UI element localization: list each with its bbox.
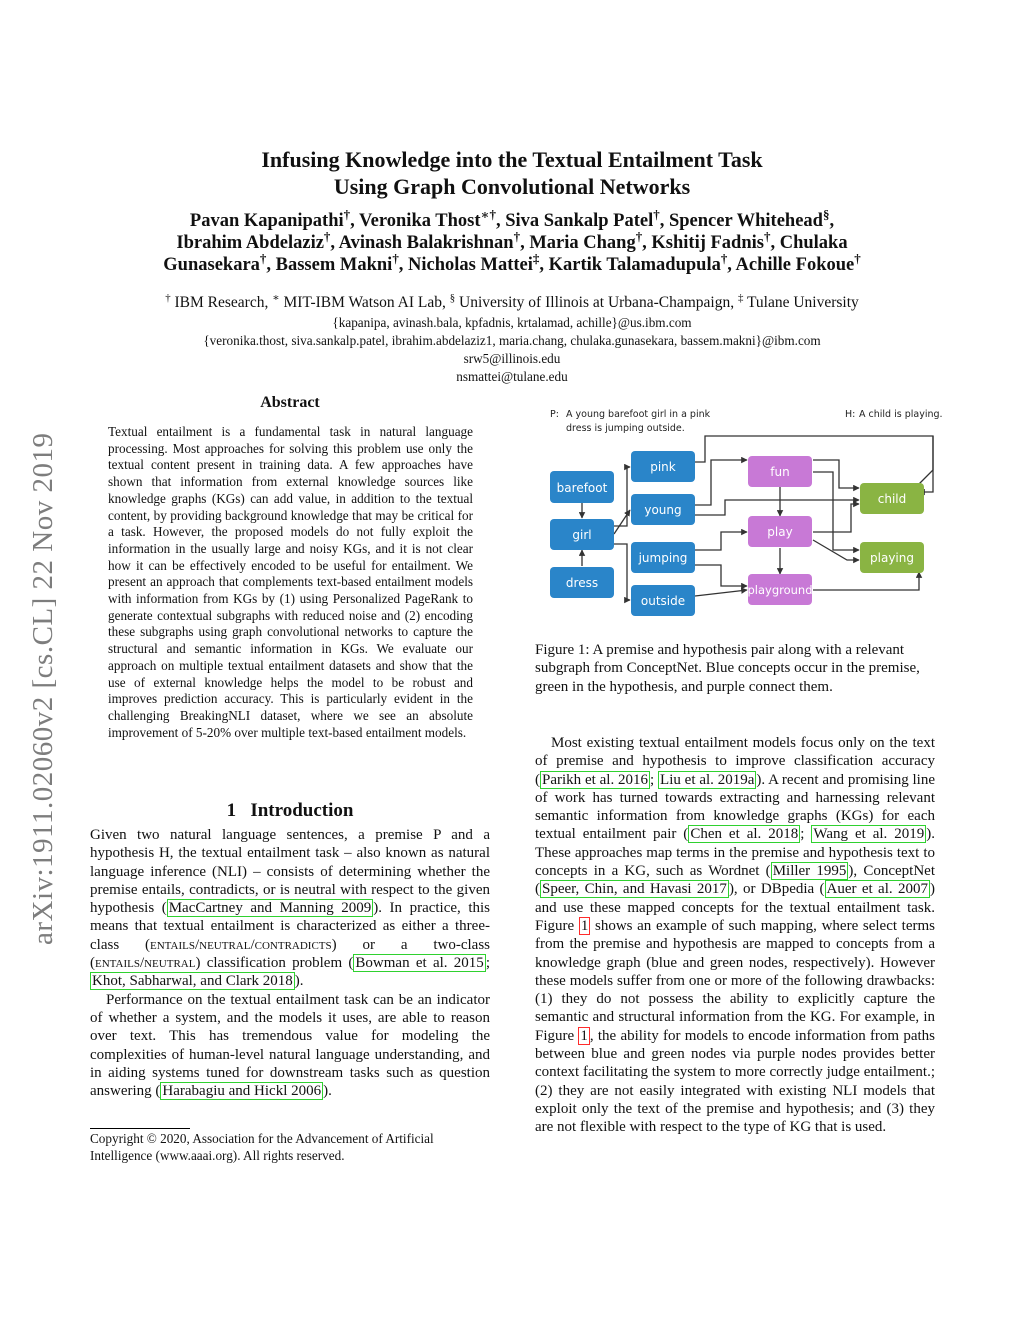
citation-link[interactable]: Speer, Chin, and Havasi 2017 bbox=[542, 881, 727, 898]
author-line-3 bbox=[90, 250, 934, 276]
author-mark: † bbox=[763, 228, 771, 244]
edge-outside-playground bbox=[695, 590, 747, 596]
citation-link[interactable]: Auer et al. 2007 bbox=[826, 881, 928, 898]
text-run: Most existing textual entailment models focus only on the text of premise and hypothesis to improve classification accuracy ( bbox=[535, 735, 935, 788]
node-label-play: play bbox=[767, 525, 793, 539]
edge-jumping-play bbox=[695, 532, 747, 550]
text-run: ), ConceptNet ( bbox=[535, 863, 935, 898]
author-name: , Siva Sankalp Patel bbox=[495, 211, 654, 231]
section-number: 1 bbox=[226, 800, 237, 821]
author-name: , Kartik Talamadupula bbox=[539, 255, 721, 275]
paragraph bbox=[90, 991, 490, 1101]
affiliation: Tulane University bbox=[743, 294, 859, 311]
email-line[interactable]: srw5@illinois.edu bbox=[463, 351, 561, 366]
affiliation: MIT-IBM Watson AI Lab, bbox=[279, 294, 450, 311]
copyright-notice: Copyright © 2020, Association for the Advancement of Artificial Intelligence (www.aaai.org). All rights reserved. bbox=[90, 1131, 434, 1163]
author-name: , Veronika Thost bbox=[350, 211, 481, 231]
author-name: , Avinash Balakrishnan bbox=[330, 233, 514, 253]
figure-caption: Figure 1: A premise and hypothesis pair along with a relevant subgraph from ConceptNet. Blue concepts occur in the premise, green in the hypothesis, and purple connect them. bbox=[535, 642, 920, 695]
label-set: entails/neutral bbox=[95, 955, 196, 972]
hypothesis-label: H: bbox=[845, 409, 856, 420]
author-name: , Kshitij Fadnis bbox=[642, 233, 764, 253]
text-run: shows an example of such mapping, where select terms from the premise and hypothesis are mapped to concepts from a knowledge graph (blue and green nodes, respectively). However these models suffer from one or more of the following drawbacks: (1) they do not possess the ability to explicitly capture the semantic and structural information from the KG. For example, in Figure bbox=[535, 917, 935, 1044]
author-mark: † bbox=[513, 228, 521, 244]
paper-title bbox=[90, 146, 934, 200]
author-mark: § bbox=[822, 206, 830, 222]
author-name: , Bassem Makni bbox=[266, 255, 393, 275]
email-line[interactable]: nsmattei@tulane.edu bbox=[456, 369, 568, 384]
paragraph bbox=[535, 734, 935, 1137]
affiliation-mark: † bbox=[165, 291, 171, 304]
node-label-jumping: jumping bbox=[638, 551, 688, 565]
author-mark: † bbox=[392, 250, 399, 266]
author-mark: † bbox=[343, 206, 351, 222]
author-name: Ibrahim Abdelaziz bbox=[176, 233, 324, 253]
citation-link[interactable]: Khot, Sabharwal, and Clark 2018 bbox=[92, 973, 293, 990]
node-label-outside: outside bbox=[640, 594, 686, 608]
node-label-barefoot: barefoot bbox=[556, 481, 608, 495]
hypothesis-text: A child is playing. bbox=[859, 409, 943, 420]
author-name: , Achille Fokoue bbox=[727, 255, 855, 275]
citation-link[interactable]: MacCartney and Manning 2009 bbox=[168, 900, 372, 917]
text-run: Performance on the textual entailment task can be an indicator of whether a system, and the models it uses, are able to reason over text. This has tremendous value for modeling the complexities of human-level natural language understanding, and in aiding systems tuned for downstream tasks such as question answering ( bbox=[90, 991, 490, 1100]
edge-fun-playing bbox=[813, 472, 859, 550]
citation-link[interactable]: Bowman et al. 2015 bbox=[355, 955, 484, 972]
text-run: ). bbox=[323, 1083, 332, 1100]
node-label-dress: dress bbox=[565, 576, 599, 590]
section-title: Introduction bbox=[250, 800, 354, 821]
node-label-playground: playground bbox=[747, 583, 813, 597]
text-run: ). These approaches map terms in the premise and hypothesis text to concepts in a KG, such as Wordnet ( bbox=[535, 826, 935, 880]
author-name: , Nicholas Mattei bbox=[398, 255, 533, 275]
node-label-fun: fun bbox=[770, 465, 790, 479]
text-run: Given two natural language sentences, a premise P and a hypothesis H, the textual entailment task – also known as natural language inference (NLI) – consists of determining whether the premise entails, contradicts, or is neutral with respect to the given hypothesis ( bbox=[90, 827, 490, 917]
author-mark: † bbox=[653, 206, 660, 222]
text-run: ) and use these mapped concepts for the textual entailment task. Figure bbox=[535, 881, 935, 934]
figure-reference-link[interactable]: 1 bbox=[580, 1027, 588, 1044]
edge-girl-pink bbox=[614, 467, 630, 526]
author-mark: ∗† bbox=[480, 206, 496, 222]
node-label-young: young bbox=[644, 503, 682, 517]
premise-text-line-2: dress is jumping outside. bbox=[566, 423, 685, 434]
affiliation: IBM Research, bbox=[170, 294, 273, 311]
edge-child-loop bbox=[919, 436, 933, 484]
affiliation-mark: § bbox=[449, 291, 456, 304]
author-mark: † bbox=[635, 228, 643, 244]
author-name: , Spencer Whitehead bbox=[659, 211, 823, 231]
author-mark: † bbox=[323, 228, 331, 244]
title-line-2: Using Graph Convolutional Networks bbox=[333, 174, 691, 199]
affiliations bbox=[90, 291, 934, 312]
citation-link[interactable]: Wang et al. 2019 bbox=[813, 826, 925, 843]
text-run: ). In practice, this means that textual entailment is characterized as either a three-class ( bbox=[90, 900, 490, 953]
citation-link[interactable]: Miller 1995 bbox=[772, 863, 847, 880]
affiliation-mark: ∗ bbox=[272, 291, 280, 304]
text-run: ). A recent and promising line of work has turned towards extracting and harnessing relevant semantic information from knowledge graphs (KGs) for each textual entailment pair ( bbox=[535, 771, 936, 843]
author-mark: † bbox=[720, 250, 728, 266]
figure-1-graph bbox=[535, 400, 945, 625]
text-run: ) or a two-class ( bbox=[90, 936, 490, 972]
text-run: ; bbox=[485, 955, 490, 972]
paragraph bbox=[90, 826, 490, 991]
author-mark: † bbox=[854, 250, 861, 266]
author-name: , Chulaka bbox=[770, 233, 848, 253]
node-label-girl: girl bbox=[572, 528, 592, 542]
text-run: ; bbox=[650, 771, 659, 788]
premise-label: P: bbox=[550, 409, 559, 420]
edge-play-child bbox=[813, 504, 859, 532]
premise-text-line-1: A young barefoot girl in a pink bbox=[566, 409, 711, 420]
author-name: , Maria Chang bbox=[520, 233, 636, 253]
figure-reference-link[interactable]: 1 bbox=[580, 917, 589, 934]
email-line[interactable]: {kapanipa, avinash.bala, kpfadnis, krtalamad, achille}@us.ibm.com bbox=[332, 315, 692, 330]
email-line[interactable]: {veronika.thost, siva.sankalp.patel, ibrahim.abdelaziz1, maria.chang, chulaka.gunasekara, bassem.makni}@ibm.com bbox=[203, 333, 821, 348]
edge-girl-outside bbox=[614, 544, 630, 600]
author-line-2 bbox=[90, 228, 934, 254]
text-run: ) classification problem ( bbox=[195, 955, 354, 972]
node-label-playing: playing bbox=[870, 551, 914, 565]
text-run: ). bbox=[294, 973, 304, 990]
author-list bbox=[90, 206, 934, 276]
citation-link[interactable]: Harabagiu and Hickl 2006 bbox=[162, 1083, 322, 1100]
citation-link[interactable]: Parikh et al. 2016 bbox=[542, 771, 649, 788]
edge-fun-child bbox=[813, 460, 859, 488]
node-label-pink: pink bbox=[650, 460, 676, 474]
author-mark: † bbox=[259, 250, 267, 266]
arxiv-identifier: arXiv:1911.02060v2 [cs.CL] 22 Nov 2019 bbox=[27, 432, 59, 945]
intro-body bbox=[90, 826, 490, 1100]
text-run: , the ability for models to encode information from paths between blue and green nodes via purple nodes provides better context facilitating the system to more correctly judge entailment.; (2) they are not easily integrated with existing NLI models that exploit only the text of the premise and hypothesis; and (3) they are not flexible with respect to the type of KG that is used. bbox=[535, 1027, 935, 1136]
text-run: ), or DBpedia ( bbox=[728, 881, 825, 898]
right-column-body bbox=[535, 734, 935, 1137]
citation-link[interactable]: Chen et al. 2018 bbox=[690, 826, 799, 843]
abstract-text: Textual entailment is a fundamental task in natural language processing. Most approaches for solving this problem use only the textual content present in training data. A few approaches have shown that information from external knowledge sources like knowledge graphs (KGs) can add value, in addition to the textual content, by providing background knowledge that may be critical for a task. However, the proposed models do not fully exploit the information in the usually large and noisy KGs, and it is not clear how it can be effectively encoded to be useful for entailment. We present an approach that complements text-based entailment models with information from KGs by (1) using Personalized PageRank to generate contextual subgraphs with reduced noise and (2) encoding these subgraphs using graph convolutional networks to capture the structural and semantic information in KGs. We evaluate our approach on multiple textual entailment datasets and show that the use of external knowledge helps the model to be robust and improves prediction accuracy. This is particularly evident in the challenging BreakingNLI dataset, where we see an absolute improvement of 5-20% over multiple text-based entailment models. bbox=[108, 424, 473, 740]
author-name: Gunasekara bbox=[163, 255, 260, 275]
edge-young-fun bbox=[695, 460, 747, 505]
author-name: Pavan Kapanipathi bbox=[189, 211, 344, 231]
edge-jumping-playground bbox=[695, 565, 747, 586]
label-set: entails/neutral/contradicts bbox=[150, 936, 332, 953]
affiliation-mark: ‡ bbox=[737, 291, 744, 304]
author-separator: , bbox=[829, 211, 835, 231]
text-run: ; bbox=[800, 826, 812, 843]
abstract-heading: Abstract bbox=[260, 394, 320, 411]
title-line-1: Infusing Knowledge into the Textual Entailment Task bbox=[261, 147, 763, 172]
edge-young-child bbox=[695, 500, 859, 515]
edge-playground-playing bbox=[813, 572, 919, 590]
footnote-rule bbox=[90, 1128, 190, 1129]
section-heading bbox=[90, 800, 490, 822]
author-line-1 bbox=[90, 206, 934, 232]
affiliation: University of Illinois at Urbana-Champaign, bbox=[455, 294, 738, 311]
node-label-child: child bbox=[877, 492, 907, 506]
citation-link[interactable]: Liu et al. 2019a bbox=[660, 771, 755, 788]
author-mark: ‡ bbox=[532, 250, 540, 266]
